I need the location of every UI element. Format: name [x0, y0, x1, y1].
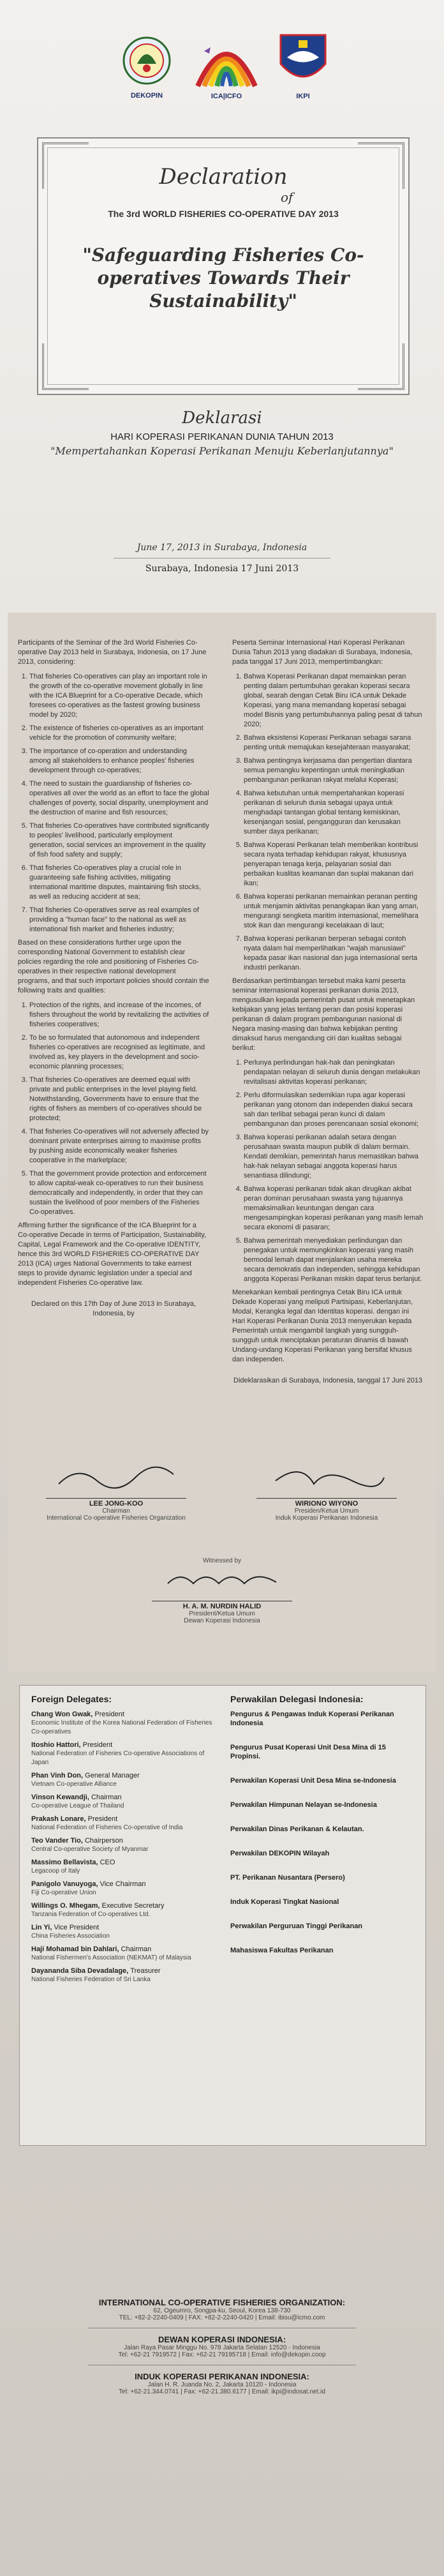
declaration-paper [8, 613, 436, 1672]
signature-scribble-icon [263, 1462, 390, 1494]
signature-scribble-icon [158, 1564, 286, 1596]
indonesian-traits [232, 1058, 424, 1284]
signature-right [244, 1462, 410, 1522]
delegate-org: National Fisheries Federation of Sri Lanka [31, 1976, 151, 1983]
delegate-name: Massimo Bellavista, [31, 1859, 100, 1866]
list-item [31, 1901, 216, 1919]
english-column [18, 638, 209, 1324]
footer-org-ikpi: INDUK KOPERASI PERIKANAN INDONESIA: [135, 2372, 309, 2381]
list-item: 3. Bahwa pentingnya kerjasama dan pengertian diantara semua pemangku kepentingan untuk meningkatkan pembangunan perikanan rakyat melalui Koperasi; [244, 756, 424, 785]
dekopin-emblem-icon [121, 35, 172, 86]
list-item: Perwakilan Dinas Perikanan & Kelautan. [230, 1825, 364, 1833]
list-item: 3. Bahwa koperasi perikanan adalah setara dengan perusahaan swasta maupun publik di dalam bermain. Kendati demikian, pemerintah harus memastikan bahwa hak-hak nelayan sebagai anggota koperasi harus senantiasa dilindungi; [244, 1133, 424, 1181]
list-item [31, 1793, 216, 1811]
deklarasi-word: Deklarasi [182, 408, 262, 428]
foreign-delegates-list [31, 1710, 216, 1984]
delegate-role: CEO [100, 1859, 115, 1866]
list-item: Perwakilan Koperasi Unit Desa Mina se-Indonesia [230, 1777, 396, 1785]
english-declared: Declared on this 17th Day of June 2013 in Surabaya, Indonesia, by [31, 1300, 196, 1317]
english-traits [18, 1001, 209, 1217]
dekopin-label: DEKOPIN [130, 92, 163, 100]
delegate-org: Central Co-operative Society of Myanmar [31, 1846, 149, 1853]
footer-org-ikpi-address: Jalan H. R. Juanda No. 2, Jakarta 10120 - Indonesia [147, 2381, 297, 2388]
right-signer-name: WIRIONO WIYONO [295, 1500, 359, 1508]
list-item: 1. Protection of the rights, and increase of the incomes, of fishers throughout the world by revitalizing the activities of fisheries cooperatives; [29, 1001, 209, 1030]
witness-name: H. A. M. NURDIN HALID [182, 1603, 262, 1610]
delegate-org: National Federation of Fisheries Co-operative of India [31, 1824, 183, 1831]
delegate-name: Teo Vander Tio, [31, 1837, 85, 1845]
delegate-role: Treasurer [130, 1967, 161, 1975]
signature-line [256, 1498, 397, 1499]
ikpi-shield-icon [274, 29, 332, 89]
list-item [31, 1945, 216, 1963]
date-english: June 17, 2013 in Surabaya, Indonesia [137, 543, 307, 553]
list-item: 7. That fisheries Co-operatives serve as real examples of providing a "human face" to the national as well as international fish market and fisheries industry; [29, 906, 209, 934]
list-item [31, 1858, 216, 1876]
footer-org-icfo: INTERNATIONAL CO-OPERATIVE FISHERIES ORGANIZATION: [98, 2298, 346, 2307]
date-indonesian: Surabaya, Indonesia 17 Juni 2013 [145, 564, 299, 574]
delegate-role: Executive Secretary [101, 1902, 165, 1910]
declaration-slogan: "Safeguarding Fisheries Co-operatives Towards Their Sustainability" [82, 244, 364, 311]
delegate-name: Dayananda Siba Devadalage, [31, 1967, 131, 1975]
list-item: 3. The importance of co-operation and understanding among all stakeholders to enhance peoples' fisheries development through co-operatives; [29, 747, 209, 775]
indonesian-considerations [232, 672, 424, 973]
delegate-name: Itoshio Hattori, [31, 1741, 83, 1749]
delegate-name: Phan Vinh Don, [31, 1772, 85, 1779]
indonesian-delegates-title: Perwakilan Delegasi Indonesia: [230, 1694, 364, 1704]
logo-bar [0, 19, 444, 115]
delegate-role: Chairperson [84, 1837, 123, 1845]
indonesian-intro: Peserta Seminar Internasional Hari Koperasi Perikanan Dunia Tahun 2013 yang diadakan di Surabaya, Indonesia, pada tanggal 17 Juni 2013, mempertimbangkan: [232, 639, 413, 666]
footer-org-icfo-address: 62, Ogeumro, Songpa-ku, Seoul, Korea 138-730 [153, 2307, 291, 2314]
list-item [31, 1815, 216, 1832]
declaration-frame [37, 137, 410, 395]
delegate-org: China Fisheries Association [31, 1933, 110, 1940]
footer-org-ikpi-contact: Tel: +62-21.344.0741 | Fax: +62-21.380.6177 | Email: ikpi@indosat.net.id [119, 2388, 325, 2395]
list-item: 4. That fisheries Co-operatives will not adversely affected by dominant private enterprises aiming to maximise profits by pushing aside economically weaker fisheries cooperative in the marketplace; [29, 1127, 209, 1165]
declaration-of: of [281, 190, 293, 205]
delegate-name: Panigolo Vanuyoga, [31, 1880, 100, 1888]
english-considerations [18, 672, 209, 934]
declaration-word: Declaration [159, 164, 288, 190]
delegate-name: Haji Mohamad bin Dahlari, [31, 1945, 121, 1953]
english-closing: Affirming further the significance of the ICA Blueprint for a Co-operative Decade in terms of Participation, Sustainability, Capital, Legal Framework and the Co-operative IDENTITY, hence this 3rd WORLD FISHERIES CO-OPERATIVE DAY 2013 (ICA) urges National Governments to take earnest steps to provide dynamic legislation under a special and independent Fisheries Co-operative law. [18, 1222, 207, 1287]
list-item: 1. Perlunya perlindungan hak-hak dan peningkatan pendapatan nelayan di seluruh dunia dengan melakukan revitalisasi aktivitas koperasi perikanan; [244, 1058, 424, 1087]
witness-role: President/Ketua Umum [189, 1610, 255, 1617]
delegate-role: General Manager [85, 1772, 140, 1779]
right-signer-role: Presiden/Ketua Umum [294, 1508, 359, 1515]
list-item [31, 1771, 216, 1789]
delegate-name: Lin Yi, [31, 1924, 54, 1931]
list-item: 5. Bahwa Koperasi Perikanan telah memberikan kontribusi secara nyata terhadap kehidupan rakyat, khususnya penyerapan tenaga kerja, pelayanan sosial dan perbaikan kualitas keamanan dan suplai makanan dari ikan; [244, 841, 424, 888]
delegate-org: Vietnam Co-operative Alliance [31, 1781, 117, 1788]
list-item: 6. Bahwa koperasi perikanan memainkan peranan penting untuk menjamin aktivitas penangkapan ikan yang aman, mengurangi sengketa maritim internasional, memelihara stok ikan dan mengurangi kecelakaan di laut; [244, 892, 424, 931]
ica-logo [191, 29, 262, 105]
list-item: 2. Bahwa eksistensi Koperasi Perikanan sebagai sarana penting untuk memajukan kesejahteraan masyarakat; [244, 733, 424, 753]
deklarasi-event: HARI KOPERASI PERIKANAN DUNIA TAHUN 2013 [110, 431, 334, 442]
indonesian-delegates-list [230, 1710, 415, 1955]
indonesian-middle: Berdasarkan pertimbangan tersebut maka kami peserta seminar internasional koperasi perikanan dunia 2013, mengusulkan kepada pemerintah pusat untuk menetapkan kebijakan yang jelas tentang peran dan posisi koperasi perikanan di dalam program pembangunan nasional di Negara masing-masing dan bahwa kebijakan penting dimaksud harus mengandung ciri dan kualitas sebagai berikut: [232, 977, 415, 1052]
witness-org: Dewan Koperasi Indonesia [184, 1617, 260, 1624]
delegate-name: Vinson Kewandji, [31, 1793, 91, 1801]
list-item: 5. Bahwa pemerintah menyediakan perlindungan dan penegakan untuk memungkinkan koperasi yang masih bermodal lemah dapat menjalankan usaha mereka secara demokratis dan independen, sehingga kehidupan anggota Koperasi Perikanan miskin dapat terus berlanjut. [244, 1236, 424, 1284]
list-item: 1. That fisheries Co-operatives can play an important role in the growth of the co-operative movement globally in line with the ICA Blueprint for a Co-operative Decade, which foresees co-operatives as the fastest growing business model by 2020; [29, 672, 209, 720]
delegate-org: Legacoop of Italy [31, 1868, 80, 1875]
foreign-delegates [31, 1695, 216, 1988]
delegate-role: Chairman [91, 1793, 122, 1801]
witnessed-label: Witnessed by [202, 1557, 242, 1564]
rainbow-icon [191, 29, 262, 89]
delegate-role: Vice President [54, 1924, 100, 1931]
declaration-event: The 3rd WORLD FISHERIES CO-OPERATIVE DAY 2013 [108, 209, 339, 219]
ikpi-logo [274, 29, 332, 105]
list-item [31, 1741, 216, 1767]
delegate-role: President [94, 1711, 124, 1718]
list-item: 6. That fisheries Co-operatives play a crucial role in guaranteeing safe fishing activities, mitigating international maritime disputes, maintaining fish stocks, as well as reducing accident at sea; [29, 864, 209, 902]
date-block [0, 543, 444, 574]
list-item: 3. That fisheries Co-operatives are deemed equal with private and public enterprises in the level playing field. Notwithstanding, Governments have to ensure that the rights of fishers as members of co-operatives should be protected; [29, 1075, 209, 1123]
list-item: 4. Bahwa kebutuhan untuk mempertahankan koperasi perikanan di seluruh dunia sebagai upaya untuk menghadapi tantangan global tentang kemiskinan, kesenjangan sosial, pengangguran dan kerusakan sumber daya perikanan; [244, 789, 424, 837]
delegate-org: Co-operative League of Thailand [31, 1802, 124, 1809]
witness-block [126, 1557, 318, 1624]
delegate-org: National Fishermen's Association (NEKMAT) of Malaysia [31, 1954, 191, 1961]
footer-org-dekopin: DEWAN KOPERASI INDONESIA: [158, 2335, 286, 2344]
signature-scribble-icon [52, 1462, 180, 1494]
list-item [31, 1880, 216, 1898]
list-item: 2. To be so formulated that autonomous and independent fisheries co-operatives are recognised as legitimate, and involved as, key players in the development and socio-economic planning processes; [29, 1033, 209, 1072]
ikpi-label: IKPI [296, 93, 310, 100]
list-item: 7. Bahwa koperasi perikanan berperan sebagai contoh nyata dalam hal memperlihatkan "wajah manusiawi" kepada pasar ikan nasional dan juga internasional serta industri perikanan. [244, 934, 424, 973]
delegate-name: Willings O. Mhegam, [31, 1902, 102, 1910]
list-item: 5. That fisheries Co-operatives have contributed significantly to peoples' livelihood, particularly employment generation, social services an improvement in the quality of fish food safety and supply; [29, 821, 209, 860]
delegate-role: Vice Chairman [100, 1880, 146, 1888]
right-signer-org: Induk Koperasi Perikanan Indonesia [275, 1515, 378, 1522]
footer-org-dekopin-address: Jalan Raya Pasar Minggu No. 978 Jakarta Selatan 12520 - Indonesia [124, 2344, 320, 2351]
delegate-org: Fiji Co-operative Union [31, 1889, 96, 1896]
left-signer-name: LEE JONG-KOO [89, 1500, 144, 1508]
left-signer-org: International Co-operative Fisheries Organization [47, 1515, 186, 1522]
list-item: 4. The need to sustain the guardianship of fisheries co-operatives all over the world as an effort to face the global challenges of poverty, social disparity, unemployment and the destruction of marine and fish resources; [29, 779, 209, 818]
list-item [31, 1836, 216, 1854]
deklarasi-block [0, 408, 444, 457]
indonesian-closing: Menekankan kembali pentingnya Cetak Biru ICA untuk Dekade Koperasi yang meliputi Partisipasi, Keberlanjutan, Modal, Kerangka legal dan Identitas koperasi. dengan ini Hari Koperasi Perikanan Dunia 2013 menyerukan kepada Pemerintah untuk mengambil langkah yang sungguh-sungguh untuk menciptakan peraturan dinamis di bawah Undang-undang Koperasi Perikanan yang bersifat khusus dan independen. [232, 1289, 413, 1363]
corner-ornament-icon [358, 343, 404, 390]
delegate-org: National Federation of Fisheries Co-operative Associations of Japan [31, 1750, 205, 1766]
delegates-box [19, 1685, 426, 2146]
list-item: 2. Perlu diformulasikan sedemikian rupa agar koperasi perikanan yang otonom dan independen diakui secara sah dan terlibat sebagai peran kunci di dalam pembangunan dan proses perencanaan sosial ekonomi; [244, 1091, 424, 1129]
indonesian-delegates [230, 1695, 415, 1970]
footer-org-dekopin-contact: Tel: +62-21 7919572 | Fax: +62-21 79195718 | Email: info@dekopin.coop [118, 2351, 326, 2358]
list-item: Perwakilan Perguruan Tinggi Perikanan [230, 1922, 363, 1930]
delegate-name: Prakash Lonare, [31, 1815, 88, 1823]
footer [0, 2298, 444, 2395]
indonesian-column [232, 638, 424, 1391]
dekopin-logo [121, 35, 172, 105]
list-item: 5. That the government provide protection and enforcement to allow capital-weak co-operatives to run their business democratically and independently, in order that they can sustain the livelihood of poor members of the Fisheries Co-operatives. [29, 1169, 209, 1217]
list-item: 2. The existence of fisheries co-operatives as an important vehicle for the promotion of community welfare; [29, 724, 209, 743]
corner-ornament-icon [42, 343, 89, 390]
footer-org-icfo-contact: TEL: +82-2-2240-0409 | FAX: +82-2-2240-0420 | Email: ibisu@icmo.com [119, 2314, 325, 2321]
list-item: Induk Koperasi Tingkat Nasional [230, 1898, 339, 1906]
list-item: PT. Perikanan Nusantara (Persero) [230, 1874, 345, 1882]
left-signer-role: Chairman [102, 1508, 130, 1515]
ica-label: ICA|ICFO [211, 93, 242, 100]
list-item: Perwakilan Himpunan Nelayan se-Indonesia [230, 1801, 377, 1809]
list-item: Pengurus Pusat Koperasi Unit Desa Mina di 15 Propinsi. [230, 1744, 386, 1760]
list-item: 4. Bahwa koperasi perikanan tidak akan dirugikan akibat peran dominan perusahaan swasta yang tujuannya memaksimalkan keuntungan dengan cara mengesampingkan koperasi perikanan yang masih lemah secara ekonomi di pasaran; [244, 1185, 424, 1232]
list-item: 1. Bahwa Koperasi Perikanan dapat memainkan peran penting dalam pertumbuhan gerakan koperasi secara global, searah dengan Cetak Biru ICA untuk Dekade Koperasi, yang mana memandang koperasi sebagai model Bisnis yang pertumbuhannya paling pesat di tahun 2020; [244, 672, 424, 730]
english-middle: Based on these considerations further urge upon the corresponding National Government to establish clear policies regarding the role and positioning of Fisheries Co-operatives in their respective national development programs, and that such important policies should contain the following traits and qualities: [18, 939, 209, 994]
delegate-org: Tanzania Federation of Co-operatives Ltd. [31, 1911, 151, 1918]
delegate-org: Economic Institute of the Korea National Federation of Fisheries Co-operatives [31, 1719, 212, 1735]
list-item: Mahasiswa Fakultas Perikanan [230, 1947, 334, 1954]
signature-left [33, 1462, 199, 1522]
delegate-name: Chang Won Gwak, [31, 1711, 95, 1718]
list-item: Pengurus & Pengawas Induk Koperasi Perikanan Indonesia [230, 1711, 394, 1727]
list-item [31, 1710, 216, 1737]
signature-line [46, 1498, 186, 1499]
indonesian-declared: Dideklarasikan di Surabaya, Indonesia, tanggal 17 Juni 2013 [233, 1377, 422, 1384]
deklarasi-slogan: "Mempertahankan Koperasi Perikanan Menuju Keberlanjutannya" [50, 445, 394, 457]
list-item [31, 1966, 216, 1984]
english-intro: Participants of the Seminar of the 3rd World Fisheries Co-operative Day 2013 held in Surabaya, Indonesia, on 17 June 2013, considering: [18, 639, 207, 666]
delegate-role: President [82, 1741, 113, 1749]
foreign-delegates-title: Foreign Delegates: [31, 1694, 112, 1704]
delegate-role: Chairman [121, 1945, 152, 1953]
list-item: Perwakilan DEKOPIN Wilayah [230, 1850, 330, 1857]
delegate-role: President [87, 1815, 118, 1823]
list-item [31, 1923, 216, 1941]
